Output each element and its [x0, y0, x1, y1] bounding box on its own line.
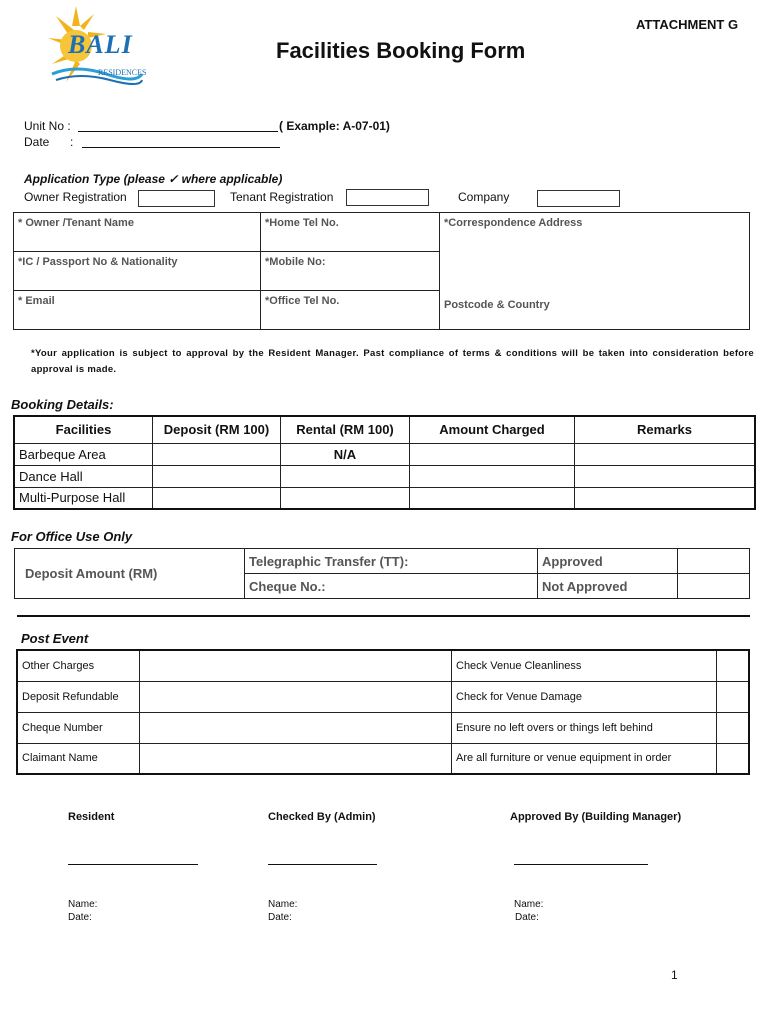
manager-signature-line[interactable]: [514, 864, 648, 865]
admin-name-label: Name:: [268, 899, 298, 910]
post-event-table: [16, 649, 750, 775]
table-row: [17, 712, 749, 743]
table-row: [14, 465, 755, 487]
rental-cell[interactable]: [281, 487, 410, 509]
resident-name-label: Name:: [68, 899, 98, 910]
rental-cell[interactable]: N/A: [281, 443, 410, 465]
table-row: [17, 681, 749, 712]
facility-name: Multi-Purpose Hall: [14, 487, 153, 509]
tenant-registration-box[interactable]: [346, 189, 429, 206]
manager-date-label: Date:: [515, 912, 539, 923]
table-row: [14, 487, 755, 509]
rental-cell[interactable]: [281, 465, 410, 487]
unit-input-line[interactable]: [78, 131, 278, 132]
checked-by-heading: Checked By (Admin): [268, 811, 376, 823]
not-approved-checkbox[interactable]: [678, 574, 750, 599]
company-label: Company: [458, 190, 510, 204]
correspondence-address-label: *Correspondence Address: [444, 217, 583, 229]
office-use-table: [14, 548, 750, 599]
col-remarks: Remarks: [575, 416, 756, 443]
applicant-details-table: [13, 212, 750, 330]
date-label: Date: [24, 135, 50, 149]
admin-date-label: Date:: [268, 912, 292, 923]
post-event-checkbox[interactable]: [717, 743, 750, 774]
email-field[interactable]: * Email: [14, 291, 261, 330]
post-event-checkbox[interactable]: [717, 650, 750, 681]
company-box[interactable]: [537, 190, 620, 207]
post-event-label: Other Charges: [17, 650, 140, 681]
post-event-value[interactable]: [140, 681, 452, 712]
date-colon: :: [70, 135, 74, 149]
facility-name: Barbeque Area: [14, 443, 153, 465]
resident-signature-line[interactable]: [68, 864, 198, 865]
postcode-country-label: Postcode & Country: [444, 299, 550, 311]
remarks-cell[interactable]: [575, 487, 756, 509]
logo-text: BALI: [68, 30, 133, 59]
deposit-cell[interactable]: [153, 443, 281, 465]
col-deposit: Deposit (RM 100): [153, 416, 281, 443]
table-row: [17, 743, 749, 774]
not-approved-label: Not Approved: [538, 574, 678, 599]
page-title: Facilities Booking Form: [276, 38, 526, 63]
post-event-check-label: Ensure no left overs or things left behind: [452, 712, 717, 743]
post-event-value[interactable]: [140, 712, 452, 743]
cheque-no-field[interactable]: Cheque No.:: [245, 574, 538, 599]
office-use-heading: For Office Use Only: [11, 529, 133, 544]
post-event-checkbox[interactable]: [717, 681, 750, 712]
resident-signature-heading: Resident: [68, 811, 115, 823]
section-divider: [17, 615, 750, 617]
col-rental: Rental (RM 100): [281, 416, 410, 443]
approval-notice: *Your application is subject to approval by the Resident Manager. Past compliance of terms & conditions will be taken into consideration before approval is made.: [31, 348, 754, 375]
tt-field[interactable]: Telegraphic Transfer (TT):: [245, 549, 538, 574]
tenant-registration-label: Tenant Registration: [230, 190, 334, 204]
manager-name-label: Name:: [514, 899, 544, 910]
remarks-cell[interactable]: [575, 443, 756, 465]
post-event-label: Deposit Refundable: [17, 681, 140, 712]
deposit-cell[interactable]: [153, 465, 281, 487]
facility-name: Dance Hall: [14, 465, 153, 487]
deposit-cell[interactable]: [153, 487, 281, 509]
page-number: 1: [671, 968, 678, 982]
date-input-line[interactable]: [82, 147, 280, 148]
unit-label: Unit No :: [24, 119, 71, 133]
col-facilities: Facilities: [14, 416, 153, 443]
home-tel-field[interactable]: *Home Tel No.: [261, 213, 440, 252]
post-event-check-label: Check Venue Cleanliness: [452, 650, 717, 681]
resident-date-label: Date:: [68, 912, 92, 923]
logo-subtext: RESIDENCES: [98, 68, 147, 77]
approved-label: Approved: [538, 549, 678, 574]
post-event-value[interactable]: [140, 743, 452, 774]
col-amount-charged: Amount Charged: [410, 416, 575, 443]
admin-signature-line[interactable]: [268, 864, 377, 865]
approved-checkbox[interactable]: [678, 549, 750, 574]
booking-details-table: [13, 415, 756, 510]
table-row: [17, 650, 749, 681]
post-event-checkbox[interactable]: [717, 712, 750, 743]
amount-cell[interactable]: [410, 465, 575, 487]
unit-example: ( Example: A-07-01): [279, 119, 390, 133]
post-event-label: Claimant Name: [17, 743, 140, 774]
attachment-label: ATTACHMENT G: [636, 17, 739, 32]
post-event-value[interactable]: [140, 650, 452, 681]
application-type-label: Application Type (please ✓ where applicable): [24, 172, 283, 186]
mobile-field[interactable]: *Mobile No:: [261, 252, 440, 291]
owner-name-field[interactable]: * Owner /Tenant Name: [14, 213, 261, 252]
table-row: [14, 443, 755, 465]
post-event-check-label: Check for Venue Damage: [452, 681, 717, 712]
amount-cell[interactable]: [410, 443, 575, 465]
remarks-cell[interactable]: [575, 465, 756, 487]
owner-registration-label: Owner Registration: [24, 190, 127, 204]
post-event-check-label: Are all furniture or venue equipment in order: [452, 743, 717, 774]
ic-passport-field[interactable]: *IC / Passport No & Nationality: [14, 252, 261, 291]
logo: [46, 4, 146, 94]
approved-by-heading: Approved By (Building Manager): [510, 811, 682, 823]
post-event-heading: Post Event: [21, 631, 89, 646]
amount-cell[interactable]: [410, 487, 575, 509]
owner-registration-box[interactable]: [138, 190, 215, 207]
booking-details-heading: Booking Details:: [11, 397, 114, 412]
deposit-amount-label: Deposit Amount (RM): [15, 549, 245, 599]
correspondence-address-field[interactable]: [440, 213, 750, 330]
office-tel-field[interactable]: *Office Tel No.: [261, 291, 440, 330]
post-event-label: Cheque Number: [17, 712, 140, 743]
